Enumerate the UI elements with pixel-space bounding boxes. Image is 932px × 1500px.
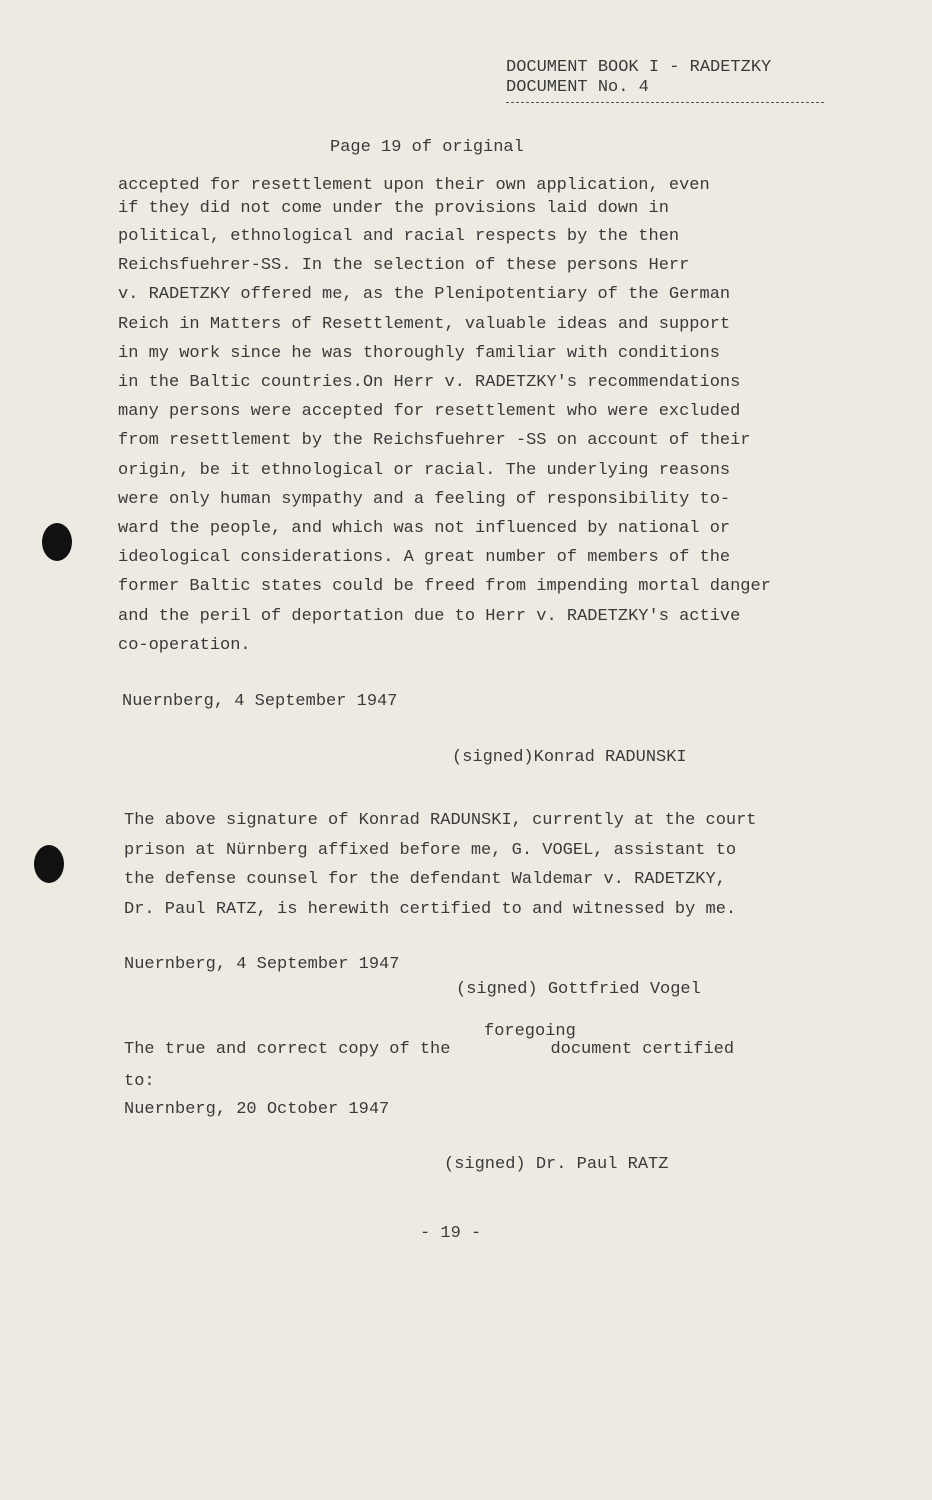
body-line: in the Baltic countries.On Herr v. RADETZKY's recommendations: [118, 373, 741, 393]
body-line: accepted for resettlement upon their own application, even: [118, 176, 710, 195]
document-header: [506, 58, 836, 103]
header-dashed-rule: [506, 102, 824, 103]
cert-line: The above signature of Konrad RADUNSKI, currently at the court: [124, 811, 757, 830]
signature-radunski: (signed)Konrad RADUNSKI: [452, 748, 687, 767]
signature-vogel: (signed) Gottfried Vogel: [456, 980, 701, 999]
cert-line: Dr. Paul RATZ, is herewith certified to and witnessed by me.: [124, 899, 737, 919]
place-date-1: Nuernberg, 4 September 1947: [122, 692, 398, 711]
body-line: origin, be it ethnological or racial. The underlying reasons: [118, 460, 731, 480]
true-copy-statement: [124, 1040, 734, 1059]
true-copy-start: The true and correct copy of the: [124, 1040, 451, 1059]
inserted-word: foregoing: [484, 1022, 576, 1041]
body-line: from resettlement by the Reichsfuehrer -SS on account of their: [118, 431, 751, 451]
cert-line: the defense counsel for the defendant Waldemar v. RADETZKY,: [124, 870, 726, 889]
affidavit-body: [118, 176, 878, 660]
header-book-line: DOCUMENT BOOK I - RADETZKY: [506, 58, 772, 77]
body-line: Reich in Matters of Resettlement, valuable ideas and support: [118, 314, 731, 334]
place-date-3: Nuernberg, 20 October 1947: [124, 1100, 390, 1119]
page-of-original-note: Page 19 of original: [330, 138, 524, 157]
place-date-2: Nuernberg, 4 September 1947: [124, 955, 400, 974]
body-line: many persons were accepted for resettlement who were excluded: [118, 402, 741, 422]
body-line: ideological considerations. A great number of members of the: [118, 548, 731, 568]
body-line: Reichsfuehrer-SS. In the selection of these persons Herr: [118, 256, 690, 276]
signature-ratz: (signed) Dr. Paul RATZ: [444, 1155, 669, 1174]
body-line: were only human sympathy and a feeling of responsibility to-: [118, 489, 731, 509]
certification-body: [124, 806, 884, 924]
certified-to: to:: [124, 1072, 155, 1091]
header-doc-number: DOCUMENT No. 4: [506, 78, 649, 97]
punch-hole: [42, 523, 72, 561]
body-line: ward the people, and which was not influenced by national or: [118, 519, 731, 539]
body-line: co-operation.: [118, 635, 251, 655]
page-number: - 19 -: [420, 1224, 482, 1243]
punch-hole: [34, 845, 64, 883]
body-line: and the peril of deportation due to Herr v. RADETZKY's active: [118, 606, 741, 626]
body-line: former Baltic states could be freed from impending mortal danger: [118, 577, 771, 597]
body-line: v. RADETZKY offered me, as the Plenipotentiary of the German: [118, 285, 731, 305]
body-line: in my work since he was thoroughly familiar with conditions: [118, 343, 720, 363]
body-line: political, ethnological and racial respects by the then: [118, 227, 680, 246]
body-line: if they did not come under the provisions laid down in: [118, 199, 669, 218]
true-copy-end: document certified: [550, 1040, 735, 1059]
cert-line: prison at Nürnberg affixed before me, G. VOGEL, assistant to: [124, 840, 737, 860]
